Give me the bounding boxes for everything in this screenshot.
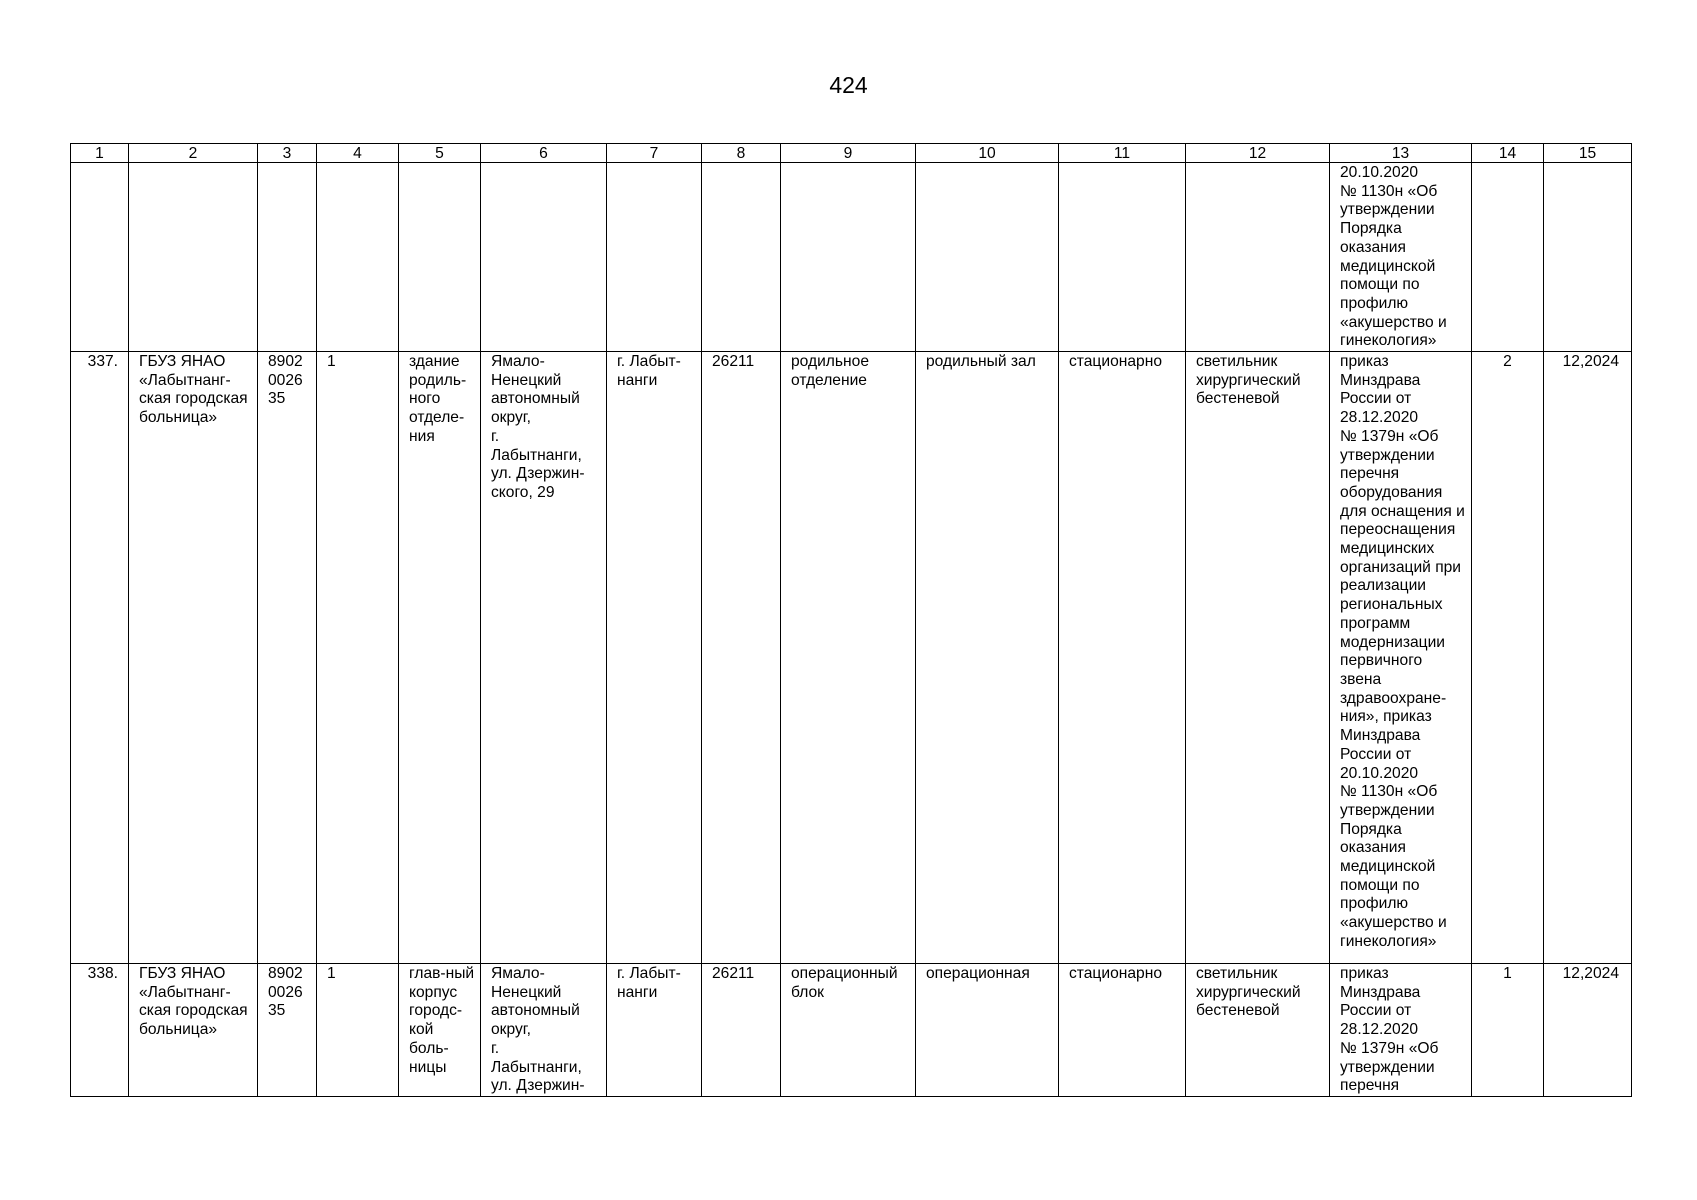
inn-cell: 8902 0026 35	[258, 352, 317, 964]
city-cell	[607, 163, 702, 352]
column-number: 5	[399, 144, 481, 163]
building-cell	[399, 163, 481, 352]
column-number-row	[71, 144, 1632, 163]
column-number: 11	[1059, 144, 1186, 163]
code-cell: 26211	[702, 352, 781, 964]
equipment-cell: светильник хирургический бестеневой	[1186, 352, 1330, 964]
inn-cell: 8902 0026 35	[258, 964, 317, 1097]
table-row	[71, 163, 1632, 352]
building-cell: здание родиль-ного отделе-ния	[399, 352, 481, 964]
column-number: 14	[1472, 144, 1544, 163]
address-cell: Ямало-Ненецкий автономный округ, г. Лабытнанги, ул. Дзержин-ского, 29	[481, 352, 607, 964]
column-number: 8	[702, 144, 781, 163]
code-cell: 26211	[702, 964, 781, 1097]
address-cell	[481, 163, 607, 352]
address-cell: Ямало-Ненецкий автономный округ, г. Лабытнанги, ул. Дзержин-	[481, 964, 607, 1097]
row-number-cell: 338.	[71, 964, 129, 1097]
quantity-cell	[1472, 163, 1544, 352]
regulation-cell: 20.10.2020 № 1130н «Об утверждении Порядка оказания медицинской помощи по профилю «акушерство и гинекология»	[1330, 163, 1472, 352]
column-number: 12	[1186, 144, 1330, 163]
column-number: 9	[781, 144, 916, 163]
regulation-cell: приказ Минздрава России от 28.12.2020 № 1379н «Об утверждении перечня	[1330, 964, 1472, 1097]
organization-cell: ГБУЗ ЯНАО «Лабытнанг-ская городская больница»	[129, 964, 258, 1097]
column-number: 6	[481, 144, 607, 163]
table-row	[71, 352, 1632, 964]
table-cell: 1	[317, 964, 399, 1097]
column-number: 10	[916, 144, 1059, 163]
equipment-table	[70, 143, 1632, 1097]
column-number: 4	[317, 144, 399, 163]
care-type-cell: стационарно	[1059, 964, 1186, 1097]
organization-cell: ГБУЗ ЯНАО «Лабытнанг-ская городская больница»	[129, 352, 258, 964]
column-number: 7	[607, 144, 702, 163]
organization-cell	[129, 163, 258, 352]
care-type-cell: стационарно	[1059, 352, 1186, 964]
table-cell	[317, 163, 399, 352]
department-cell: родильное отделение	[781, 352, 916, 964]
department-cell: операционный блок	[781, 964, 916, 1097]
inn-cell	[258, 163, 317, 352]
page-number: 424	[829, 72, 868, 98]
equipment-cell	[1186, 163, 1330, 352]
regulation-cell: приказ Минздрава России от 28.12.2020 № 1379н «Об утверждении перечня оборудования для оснащения и переоснащения медицинских организаций при реализации региональных программ модернизации первичного звена здравоохране-ния», приказ Минздрава России от 20.10.2020 № 1130н «Об утверждении Порядка оказания медицинской помощи по профилю «акушерство и гинекология»	[1330, 352, 1472, 964]
table-cell: 1	[317, 352, 399, 964]
room-cell: родильный зал	[916, 352, 1059, 964]
column-number: 2	[129, 144, 258, 163]
building-cell: глав-ный корпус городс-кой боль-ницы	[399, 964, 481, 1097]
care-type-cell	[1059, 163, 1186, 352]
department-cell	[781, 163, 916, 352]
column-number: 15	[1544, 144, 1632, 163]
date-cell: 12,2024	[1544, 964, 1632, 1097]
quantity-cell: 2	[1472, 352, 1544, 964]
room-cell: операционная	[916, 964, 1059, 1097]
date-cell: 12,2024	[1544, 352, 1632, 964]
equipment-cell: светильник хирургический бестеневой	[1186, 964, 1330, 1097]
column-number: 3	[258, 144, 317, 163]
table-row	[71, 964, 1632, 1097]
row-number-cell	[71, 163, 129, 352]
code-cell	[702, 163, 781, 352]
date-cell	[1544, 163, 1632, 352]
city-cell: г. Лабыт-нанги	[607, 964, 702, 1097]
quantity-cell: 1	[1472, 964, 1544, 1097]
column-number: 1	[71, 144, 129, 163]
room-cell	[916, 163, 1059, 352]
city-cell: г. Лабыт-нанги	[607, 352, 702, 964]
column-number: 13	[1330, 144, 1472, 163]
row-number-cell: 337.	[71, 352, 129, 964]
